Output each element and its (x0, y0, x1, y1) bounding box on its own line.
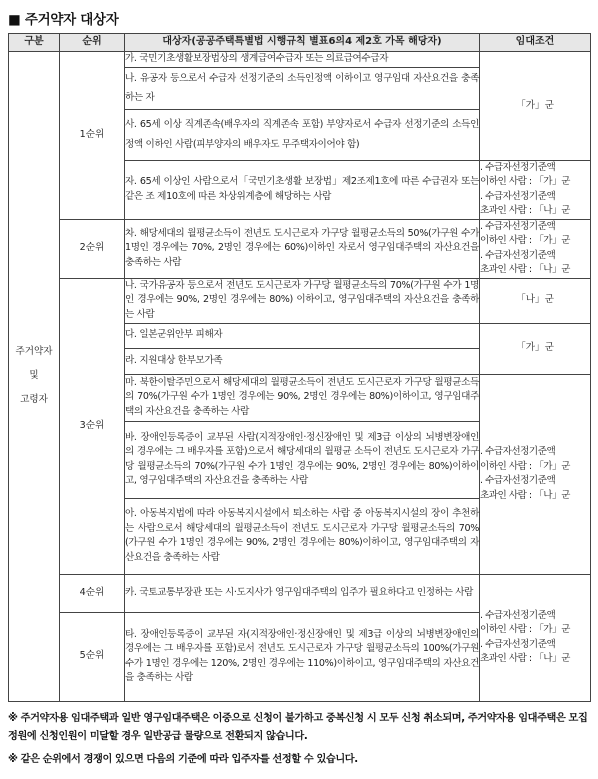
note-duplicate-application: ※ 주거약자용 임대주택과 일반 영구임대주택은 이중으로 신청이 불가하고 중복신청 시 모두 신청 취소되며, 주거약자용 임대주택은 모집정원에 신청인원이 미달할 경우 일반공급 물량으로 전환되지 않습니다. (8, 713, 588, 742)
section-title: ■ 주거약자 대상자 (8, 12, 119, 28)
category-cell: 주거약자 및 고령자 (9, 52, 60, 702)
target-cell: 다. 일본군위안부 피해자 (125, 323, 480, 348)
priority-cell: 4순위 (60, 574, 125, 612)
header-target: 대상자(공공주택특별법 시행규칙 별표6의4 제2호 가목 해당자) (125, 34, 480, 52)
target-cell: 차. 해당세대의 월평균소득이 전년도 도시근로자 가구당 월평균소득의 50%(가구원 수가 1명인 경우에는 70%, 2명인 경우에는 60%)이하인 자로서 영구임대주택의 자산요건을 충족하는 사람 (125, 219, 480, 278)
note-competition: ※ 같은 순위에서 경쟁이 있으면 다음의 기준에 따라 입주자를 선정할 수 있습니다. (8, 754, 358, 765)
target-cell: 가. 국민기초생활보장법상의 생계급여수급자 또는 의료급여수급자 (125, 52, 480, 68)
priority-cell: 2순위 (60, 219, 125, 278)
header-row (9, 34, 591, 52)
target-cell: 라. 지원대상 한부모가족 (125, 348, 480, 374)
target-cell: 마. 북한이탈주민으로서 해당세대의 월평균소득이 전년도 도시근로자 가구당 월평균소득의 70%(가구원 수가 1명인 경우에는 90%, 2명인 경우에는 80%)이하이고, 영구임대주택의 자산요건을 충족하는 사람 (125, 374, 480, 421)
target-cell: 아. 아동복지법에 따라 아동복지시설에서 퇴소하는 사람 중 아동복지시설의 장이 추천하는 사람으로서 해당세대의 월평균소득이 전년도 도시근로자 가구당 월평균소득의 70%(가구원 수가 1명인 경우에는 90%, 2명인 경우에는 80%)이하이고, 영구임대주택의 자산요건을 충족하는 사람 (125, 498, 480, 574)
table-row (9, 574, 591, 612)
condition-cell: . 수급자선정기준액 이하인 사람 : 「가」군 . 수급자선정기준액 초과인 사람 : 「나」군 (480, 374, 591, 574)
priority-cell: 5순위 (60, 612, 125, 701)
condition-cell: . 수급자선정기준액 이하인 사람 : 「가」군 . 수급자선정기준액 초과인 사람 : 「나」군 (480, 160, 591, 219)
condition-cell: 「나」군 (480, 278, 591, 323)
table-row (9, 278, 591, 323)
priority-cell: 3순위 (60, 278, 125, 574)
table-row (9, 219, 591, 278)
target-cell: 카. 국토교통부장관 또는 시·도지사가 영구임대주택의 입주가 필요하다고 인정하는 사람 (125, 574, 480, 612)
target-cell: 나. 국가유공자 등으로서 전년도 도시근로자 가구당 월평균소득의 70%(가구원 수가 1명인 경우에는 90%, 2명인 경우에는 80%) 이하이고, 영구임대주택의 자산요건을 충족하는 사람 (125, 278, 480, 323)
header-category: 구분 (9, 34, 60, 52)
condition-cell: . 수급자선정기준액 이하인 사람 : 「가」군 . 수급자선정기준액 초과인 사람 : 「나」군 (480, 219, 591, 278)
eligibility-table (8, 33, 591, 702)
condition-cell: 「가」군 (480, 323, 591, 374)
header-condition: 임대조건 (480, 34, 591, 52)
priority-cell: 1순위 (60, 52, 125, 220)
header-priority: 순위 (60, 34, 125, 52)
target-cell: 사. 65세 이상 직계존속(배우자의 직계존속 포함) 부양자로서 수급자 선정기준의 소득인정액 이하인 사람(피부양자의 배우자도 무주택자이어야 함) (125, 109, 480, 160)
target-cell: 바. 장애인등록증이 교부된 사람(지적장애인·정신장애인 및 제3급 이상의 뇌병변장애인의 경우에는 그 배우자를 포함)으로서 해당세대의 월평균 소득이 전년도 도시근로자 가구당 월평균소득의 70%(가구원 수가 1명인 경우에는 90%, 2명인 경우에는 80%)이하이고, 영구임대주택의 자산요건을 충족하는 사람 (125, 421, 480, 498)
target-cell: 나. 유공자 등으로서 수급자 선정기준의 소득인정액 이하이고 영구임대 자산요건을 충족하는 자 (125, 67, 480, 109)
condition-cell: 「가」군 (480, 52, 591, 161)
table-row (9, 52, 591, 68)
target-cell: 타. 장애인등록증이 교부된 자(지적장애인·정신장애인 및 제3급 이상의 뇌병변장애인의 경우에는 그 배우자를 포함)로서 전년도 도시근로자 가구당 월평균소득의 100%(가구원 수가 1명인 경우에는 120%, 2명인 경우에는 110%)이하이고, 영구임대주택의 자산요건을 충족하는 사람 (125, 612, 480, 701)
target-cell: 자. 65세 이상인 사람으로서「국민기초생활 보장법」제2조제1호에 따른 수급권자 또는 같은 조 제10호에 따른 차상위계층에 해당하는 사람 (125, 160, 480, 219)
condition-cell: . 수급자선정기준액 이하인 사람 : 「가」군 . 수급자선정기준액 초과인 사람 : 「나」군 (480, 574, 591, 701)
